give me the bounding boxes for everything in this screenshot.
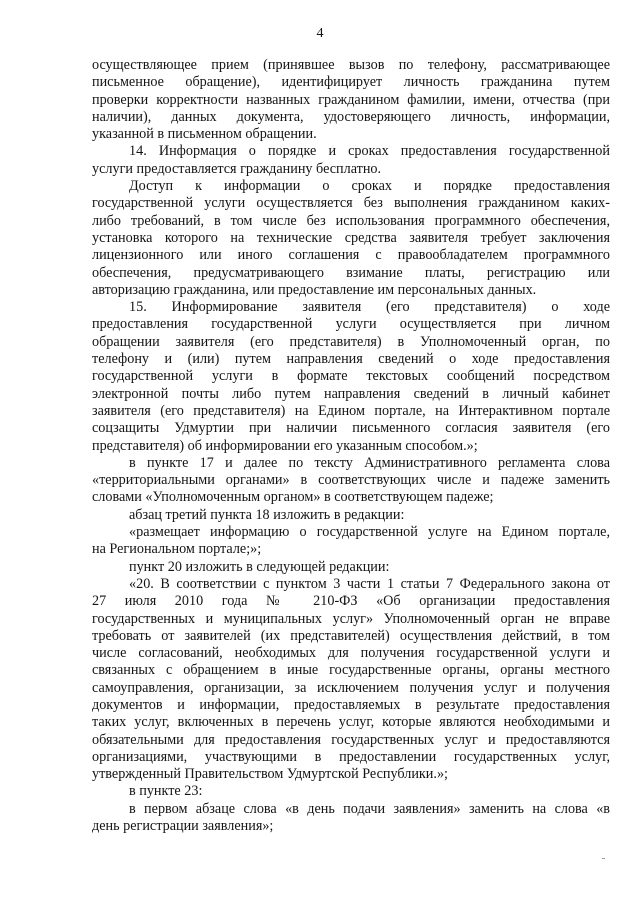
text-line: документов и информации, предоставляемых в результате предоставления (92, 696, 610, 713)
text-line: государственной услуги в формате текстовых сообщений посредством (92, 368, 610, 385)
text-line: государственной услуги осуществляется без выполнения гражданином каких- (92, 195, 610, 212)
text-line: «территориальными органами» в соответствующих числе и падеже заменить (92, 472, 610, 489)
text-line: 15. Информирование заявителя (его представителя) о ходе (129, 299, 610, 316)
text-line: государственных и муниципальных услуг» Уполномоченный орган не вправе (92, 610, 610, 627)
text-line: самоуправления, организации, за исключением получения услуг и получения (92, 679, 610, 696)
text-line: в пункте 23: (129, 783, 203, 800)
text-line: таких услуг, включенных в перечень услуг, которые являются необходимыми и (92, 714, 610, 731)
page-number: 4 (316, 26, 324, 41)
text-line: абзац третий пункта 18 изложить в редакции: (129, 506, 405, 523)
text-line: наличии), данных документа, удостоверяющего личность, информации, (92, 108, 610, 125)
text-line: либо требований, в том числе без использования программного обеспечения, (92, 212, 610, 229)
text-line: предоставления государственной услуги осуществляется при личном (92, 316, 610, 333)
document-body (92, 57, 610, 835)
text-line: представителя) об информировании его указанным способом.»; (92, 437, 478, 454)
text-line: день регистрации заявления»; (92, 818, 274, 835)
text-line: соцзащиты Удмуртии при наличии письменного согласия заявителя (его (92, 420, 610, 437)
text-line: услуги предоставляется гражданину бесплатно. (92, 160, 382, 177)
text-line: словами «Уполномоченным органом» в соответствующем падеже; (92, 489, 494, 506)
text-line: установка которого на технические средства заявителя требует заключения (92, 229, 610, 246)
text-line: заявителя (его представителя) на Едином портале, на Интерактивном портале (92, 402, 610, 419)
text-line: обеспечения, предусматривающего взимание платы, регистрацию или (92, 264, 610, 281)
text-line: числе согласований, необходимых для получения государственной услуги и (92, 645, 610, 662)
text-line: письменное обращение), идентифицирует личность гражданина путем (92, 74, 610, 91)
text-line: «размещает информацию о государственной услуге на Едином портале, (129, 524, 610, 541)
text-line: «20. В соответствии с пунктом 3 части 1 статьи 7 Федерального закона от (129, 575, 610, 592)
text-line: в первом абзаце слова «в день подачи заявления» заменить на слова «в (129, 800, 610, 817)
text-line: авторизацию гражданина, или предоставление им персональных данных. (92, 281, 537, 298)
text-line: обязательными для предоставления государственных услуг и предоставляются (92, 731, 610, 748)
text-line: электронной почты либо путем направления сведений в личный кабинет (92, 385, 610, 402)
text-line: осуществляющее прием (принявшее вызов по телефону, рассматривающее (92, 57, 610, 73)
scan-mark (602, 858, 605, 859)
text-line: пункт 20 изложить в следующей редакции: (129, 558, 390, 575)
text-line: 27 июля 2010 года № 210-ФЗ «Об организации предоставления (92, 593, 610, 610)
text-line: указанной в письменном обращении. (92, 126, 317, 143)
text-line: на Региональном портале;»; (92, 541, 262, 558)
text-line: связанных с обращением в иные государственные органы, органы местного (92, 662, 610, 679)
text-line: обращении заявителя (его представителя) в Уполномоченный орган, по (92, 333, 610, 350)
text-line: утвержденный Правительством Удмуртской Республики.»; (92, 766, 448, 783)
text-line: требовать от заявителей (их представителей) осуществления действий, в том (92, 627, 610, 644)
text-line: организациями, участвующими в предоставлении государственных услуг, (92, 748, 610, 765)
text-line: 14. Информация о порядке и сроках предоставления государственной (129, 143, 610, 160)
text-line: Доступ к информации о сроках и порядке предоставления (129, 178, 610, 195)
text-line: проверки корректности названных гражданином фамилии, имени, отчества (при (92, 91, 610, 108)
text-line: телефону и (или) путем направления сведений о ходе предоставления (92, 351, 610, 368)
text-line: в пункте 17 и далее по тексту Административного регламента слова (129, 454, 610, 471)
text-line: лицензионного или иного соглашения с правообладателем программного (92, 247, 610, 264)
